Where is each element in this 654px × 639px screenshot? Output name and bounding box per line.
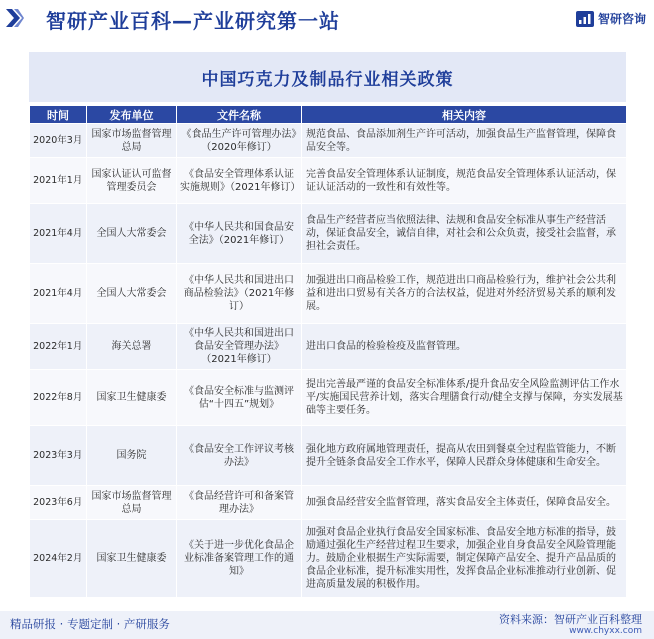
chevron-decoration-icon [6, 9, 24, 27]
policy-table [29, 105, 627, 598]
cell-content: 规范食品、食品添加剂生产许可活动，加强食品生产监督管理，保障食品安全等。 [302, 124, 627, 158]
cell-doc: 《关于进一步优化食品企业标准备案管理工作的通知》 [177, 520, 302, 598]
column-header-content: 相关内容 [302, 106, 627, 124]
cell-doc: 《食品安全标准与监测评估“十四五”规划》 [177, 370, 302, 426]
cell-org: 海关总署 [87, 324, 177, 370]
footer-bar [0, 611, 654, 639]
table-row [30, 426, 627, 486]
cell-date: 2021年4月 [30, 264, 87, 324]
header-bar [0, 0, 654, 36]
cell-content: 强化地方政府属地管理责任，提高从农田到餐桌全过程监管能力，不断提升全链条食品安全工作水平，保障人民群众身体健康和生命安全。 [302, 426, 627, 486]
cell-date: 2021年4月 [30, 204, 87, 264]
table-header-row [30, 106, 627, 124]
site-title: 智研产业百科—产业研究第一站 [46, 9, 340, 33]
cell-doc: 《食品经营许可和备案管理办法》 [177, 486, 302, 520]
cell-org: 全国人大常委会 [87, 264, 177, 324]
table-row [30, 158, 627, 204]
cell-doc: 《中华人民共和国进出口商品检验法》（2021年修订） [177, 264, 302, 324]
cell-content: 加强食品经营安全监督管理，落实食品安全主体责任，保障食品安全。 [302, 486, 627, 520]
cell-date: 2022年1月 [30, 324, 87, 370]
cell-content: 完善食品安全管理体系认证制度，规范食品安全管理体系认证活动，保证认证活动的一致性和有效性等。 [302, 158, 627, 204]
footer-url-link[interactable]: www.chyxx.com [569, 626, 642, 636]
cell-content: 进出口食品的检验检疫及监督管理。 [302, 324, 627, 370]
footer-services-text: 精品研报 · 专题定制 · 产研服务 [10, 617, 170, 631]
cell-content: 加强进出口商品检验工作，规范进出口商品检验行为，维护社会公共利益和进出口贸易有关各方的合法权益，促进对外经济贸易关系的顺利发展。 [302, 264, 627, 324]
brand-logo-text: 智研咨询 [597, 12, 646, 26]
column-header-date: 时间 [30, 106, 87, 124]
cell-content: 加强对食品企业执行食品安全国家标准、食品安全地方标准的指导，鼓励通过强化生产经营过程卫生要求，加强企业自身食品安全风险管理能力。鼓励企业根据生产实际需要，制定保障产品安全、提升产品品质的食品企业标准，提升标准实用性，发挥食品企业标准推动行业创新、促进高质量发展的积极作用。 [302, 520, 627, 598]
table-row [30, 264, 627, 324]
brand-logo-icon [576, 11, 594, 27]
table-row [30, 486, 627, 520]
cell-date: 2024年2月 [30, 520, 87, 598]
table-row [30, 324, 627, 370]
cell-org: 国家卫生健康委 [87, 370, 177, 426]
cell-org: 国家认证认可监督管理委员会 [87, 158, 177, 204]
cell-date: 2020年3月 [30, 124, 87, 158]
cell-org: 国家市场监督管理总局 [87, 486, 177, 520]
cell-org: 国家卫生健康委 [87, 520, 177, 598]
cell-date: 2023年6月 [30, 486, 87, 520]
column-header-org: 发布单位 [87, 106, 177, 124]
cell-content: 提出完善最严谨的食品安全标准体系/提升食品安全风险监测评估工作水平/实施国民营养计划，落实合理膳食行动/健全支撑与保障，夯实发展基础等主要任务。 [302, 370, 627, 426]
table-row [30, 520, 627, 598]
cell-doc: 《中华人民共和国进出口食品安全管理办法》（2021年修订） [177, 324, 302, 370]
cell-org: 全国人大常委会 [87, 204, 177, 264]
cell-date: 2022年8月 [30, 370, 87, 426]
cell-content: 食品生产经营者应当依照法律、法规和食品安全标准从事生产经营活动，保证食品安全，诚信自律，对社会和公众负责，接受社会监督，承担社会责任。 [302, 204, 627, 264]
policy-table-panel [29, 52, 626, 607]
cell-date: 2021年1月 [30, 158, 87, 204]
brand-logo[interactable] [576, 10, 646, 27]
cell-date: 2023年3月 [30, 426, 87, 486]
cell-doc: 《食品安全管理体系认证实施规则》（2021年修订） [177, 158, 302, 204]
table-row [30, 204, 627, 264]
cell-org: 国家市场监督管理总局 [87, 124, 177, 158]
table-row [30, 124, 627, 158]
cell-org: 国务院 [87, 426, 177, 486]
cell-doc: 《食品生产许可管理办法》（2020年修订） [177, 124, 302, 158]
cell-doc: 《中华人民共和国食品安全法》（2021年修订） [177, 204, 302, 264]
cell-doc: 《食品安全工作评议考核办法》 [177, 426, 302, 486]
table-title: 中国巧克力及制品行业相关政策 [29, 52, 626, 102]
column-header-doc: 文件名称 [177, 106, 302, 124]
table-row [30, 370, 627, 426]
footer-source-text: 资料来源：智研产业百科整理 [499, 613, 642, 626]
